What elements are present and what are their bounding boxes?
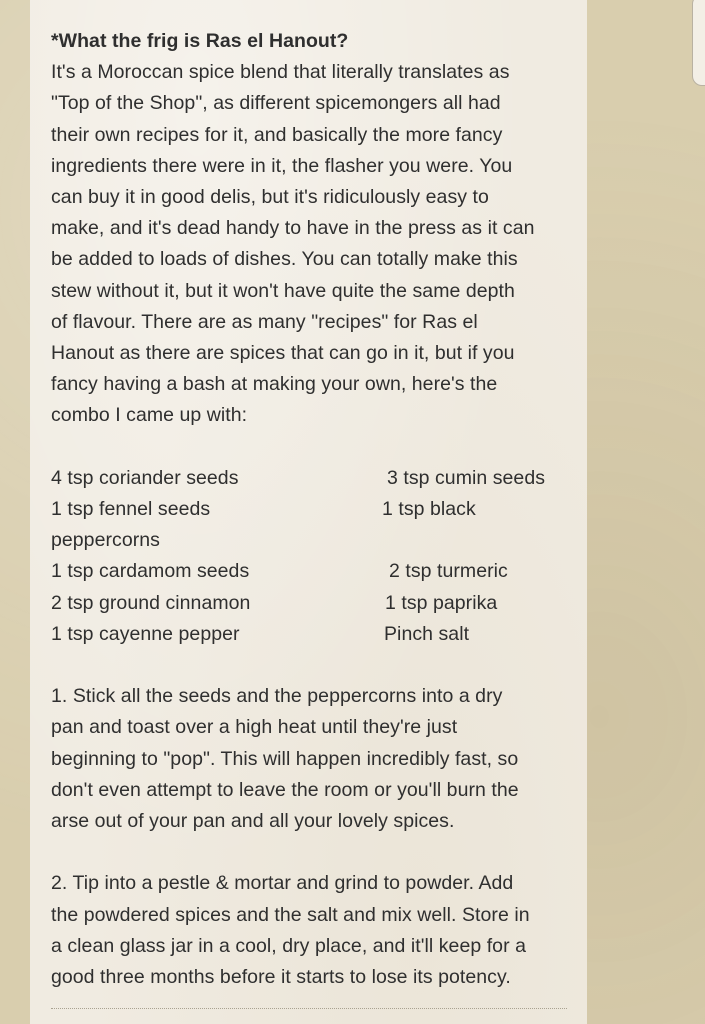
- intro-line: can buy it in good delis, but it's ridiculously easy to: [51, 186, 489, 209]
- spice-row: [51, 619, 576, 650]
- spice-row: [51, 556, 576, 587]
- step-1-paragraph: [51, 681, 576, 837]
- step-2-paragraph: [51, 868, 576, 993]
- intro-line: Hanout as there are spices that can go in it, but if you: [51, 342, 515, 365]
- step-line: pan and toast over a high heat until they're just: [51, 716, 458, 739]
- intro-line: stew without it, but it won't have quite the same depth: [51, 279, 515, 302]
- step-line: 1. Stick all the seeds and the peppercorns into a dry: [51, 685, 503, 708]
- step-line: a clean glass jar in a cool, dry place, and it'll keep for a: [51, 934, 526, 957]
- intro-paragraph: [51, 57, 576, 431]
- intro-line: their own recipes for it, and basically the more fancy: [51, 123, 503, 146]
- spice-item: peppercorns: [51, 529, 160, 552]
- spice-item: 4 tsp coriander seeds: [51, 466, 239, 489]
- step-line: don't even attempt to leave the room or you'll burn the: [51, 778, 519, 801]
- intro-line: be added to loads of dishes. You can totally make this: [51, 248, 518, 271]
- spacer: [51, 837, 576, 868]
- post-card: [30, 0, 587, 1024]
- spice-item: 1 tsp paprika: [385, 591, 498, 614]
- intro-line: combo I came up with:: [51, 404, 248, 427]
- spice-item: 1 tsp fennel seeds: [51, 498, 211, 521]
- post-content: [51, 26, 576, 993]
- spice-item: 2 tsp turmeric: [389, 560, 508, 583]
- step-line: good three months before it starts to lose its potency.: [51, 965, 511, 988]
- scroll-handle[interactable]: [692, 0, 705, 86]
- spice-item: 1 tsp black: [382, 498, 476, 521]
- intro-line: It's a Moroccan spice blend that literally translates as: [51, 61, 510, 84]
- step-line: the powdered spices and the salt and mix well. Store in: [51, 903, 530, 926]
- spice-item: 2 tsp ground cinnamon: [51, 591, 251, 614]
- spice-item: Pinch salt: [384, 622, 470, 645]
- section-heading: *What the frig is Ras el Hanout?: [51, 30, 349, 52]
- spice-row: [51, 525, 576, 556]
- intro-line: of flavour. There are as many "recipes" for Ras el: [51, 310, 478, 333]
- intro-line: make, and it's dead handy to have in the press as it can: [51, 217, 535, 240]
- spice-row: [51, 588, 576, 619]
- spice-row: [51, 463, 576, 494]
- intro-line: "Top of the Shop", as different spicemongers all had: [51, 92, 501, 115]
- spacer: [51, 432, 576, 463]
- step-line: arse out of your pan and all your lovely spices.: [51, 809, 455, 832]
- spice-item: 1 tsp cayenne pepper: [51, 622, 240, 645]
- step-line: 2. Tip into a pestle & mortar and grind to powder. Add: [51, 872, 514, 895]
- spice-row: [51, 494, 576, 525]
- dotted-divider: [51, 1008, 567, 1009]
- spice-item: 3 tsp cumin seeds: [387, 466, 546, 489]
- spice-list: [51, 463, 576, 650]
- step-line: beginning to "pop". This will happen incredibly fast, so: [51, 747, 519, 770]
- intro-line: ingredients there were in it, the flasher you were. You: [51, 154, 513, 177]
- intro-line: fancy having a bash at making your own, here's the: [51, 373, 498, 396]
- spacer: [51, 650, 576, 681]
- spice-item: 1 tsp cardamom seeds: [51, 560, 250, 583]
